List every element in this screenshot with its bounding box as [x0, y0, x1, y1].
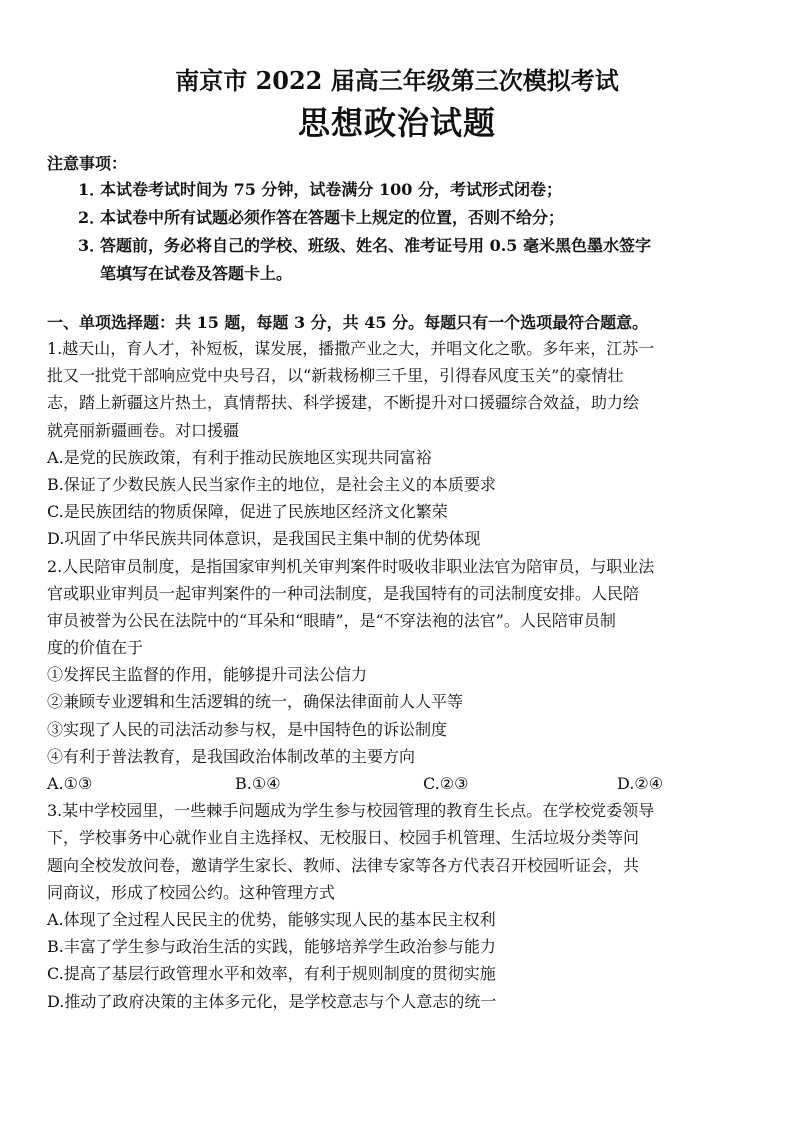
notice-item — [78, 204, 778, 232]
option-d: D.推动了政府决策的主体多元化，是学校意志与个人意志的统一 — [47, 991, 497, 1011]
question-stem-line: 批又一批党干部响应党中央号召，以“新栽杨柳三千里，引得春风度玉关”的豪情壮 — [47, 366, 624, 386]
option-c: C.②③ — [423, 774, 469, 793]
notice-item — [78, 232, 778, 260]
section-heading: 一、单项选择题：共 15 题，每题 3 分，共 45 分。每题只有一个选项最符合题意。 — [47, 313, 649, 332]
option-b: B.①④ — [235, 774, 281, 793]
question-stem-line: 题向全校发放问卷，邀请学生家长、教师、法律专家等各方代表召开校园听证会，共 — [47, 855, 640, 875]
option-a: A.①③ — [47, 774, 93, 793]
notice-item-number: 3． — [78, 236, 106, 255]
question-stem-line: 下，学校事务中心就作业自主选择权、无校服日、校园手机管理、生活垃圾分类等问 — [47, 828, 640, 848]
notice-item-continuation: 笔填写在试卷及答题卡上。 — [100, 264, 293, 283]
question-2 — [47, 553, 759, 798]
option-c: C.提高了基层行政管理水平和效率，有利于规则制度的贯彻实施 — [47, 964, 496, 984]
notice-item-text: 答题前，务必将自己的学校、班级、姓名、准考证号用 0.5 毫米黑色墨水签字 — [100, 236, 651, 255]
question-3 — [47, 797, 759, 1015]
notice-item — [78, 176, 778, 204]
question-stem-line: 1.越天山，育人才，补短板，谋发展，播撒产业之大，并唱文化之歌。多年来，江苏一 — [47, 339, 655, 358]
question-stem-line: 度的价值在于 — [47, 638, 144, 658]
notice-item-number: 2． — [78, 208, 106, 227]
subject-title: 思想政治试题 — [297, 104, 496, 142]
option-a: A.是党的民族政策，有利于推动民族地区实现共同富裕 — [47, 447, 432, 467]
question-list — [47, 335, 759, 1015]
question-stem-line: 2.人民陪审员制度，是指国家审判机关审判案件时吸收非职业法官为陪审员，与职业法 — [47, 556, 655, 576]
statement-2: ②兼顾专业逻辑和生活逻辑的统一，确保法律面前人人平等 — [47, 692, 464, 712]
notice-item-text: 本试卷中所有试题必须作答在答题卡上规定的位置，否则不给分； — [100, 208, 565, 227]
question-stem-line: 3.某中学校园里，一些棘手问题成为学生参与校园管理的教育生长点。在学校党委领导 — [47, 801, 655, 821]
option-row — [47, 770, 759, 797]
option-a: A.体现了全过程人民民主的优势，能够实现人民的基本民主权利 — [47, 909, 496, 929]
question-1 — [47, 335, 759, 553]
exam-title: 南京市 2022 届高三年级第三次模拟考试 — [175, 66, 619, 95]
option-d: D.巩固了中华民族共同体意识，是我国民主集中制的优势体现 — [47, 529, 481, 549]
statement-1: ①发挥民主监督的作用，能够提升司法公信力 — [47, 665, 368, 685]
statement-3: ③实现了人民的司法活动参与权，是中国特色的诉讼制度 — [47, 719, 448, 739]
question-stem-line: 志，踏上新疆这片热土，真情帮扶、科学援建，不断提升对口援疆综合效益，助力绘 — [47, 393, 640, 413]
notice-list — [78, 176, 778, 288]
option-b: B.丰富了学生参与政治生活的实践，能够培养学生政治参与能力 — [47, 937, 496, 957]
notice-item-number: 1． — [78, 180, 106, 199]
question-stem-line: 审员被誉为公民在法院中的“耳朵和“眼睛”，是“不穿法袍的法官”。人民陪审员制 — [47, 610, 616, 630]
notice-item-text: 本试卷考试时间为 75 分钟，试卷满分 100 分，考试形式闭卷； — [100, 180, 562, 199]
notice-heading: 注意事项： — [47, 154, 128, 173]
question-stem-line: 官或职业审判员一起审判案件的一种司法制度，是我国特有的司法制度安排。人民陪 — [47, 583, 640, 603]
option-c: C.是民族团结的物质保障，促进了民族地区经济文化繁荣 — [47, 502, 448, 522]
question-stem-line: 就亮丽新疆画卷。对口援疆 — [47, 420, 240, 440]
option-b: B.保证了少数民族人民当家作主的地位，是社会主义的本质要求 — [47, 474, 496, 494]
option-d: D.②④ — [617, 774, 664, 793]
statement-4: ④有利于普法教育，是我国政治体制改革的主要方向 — [47, 746, 416, 766]
question-stem-line: 同商议，形成了校园公约。这种管理方式 — [47, 882, 336, 902]
